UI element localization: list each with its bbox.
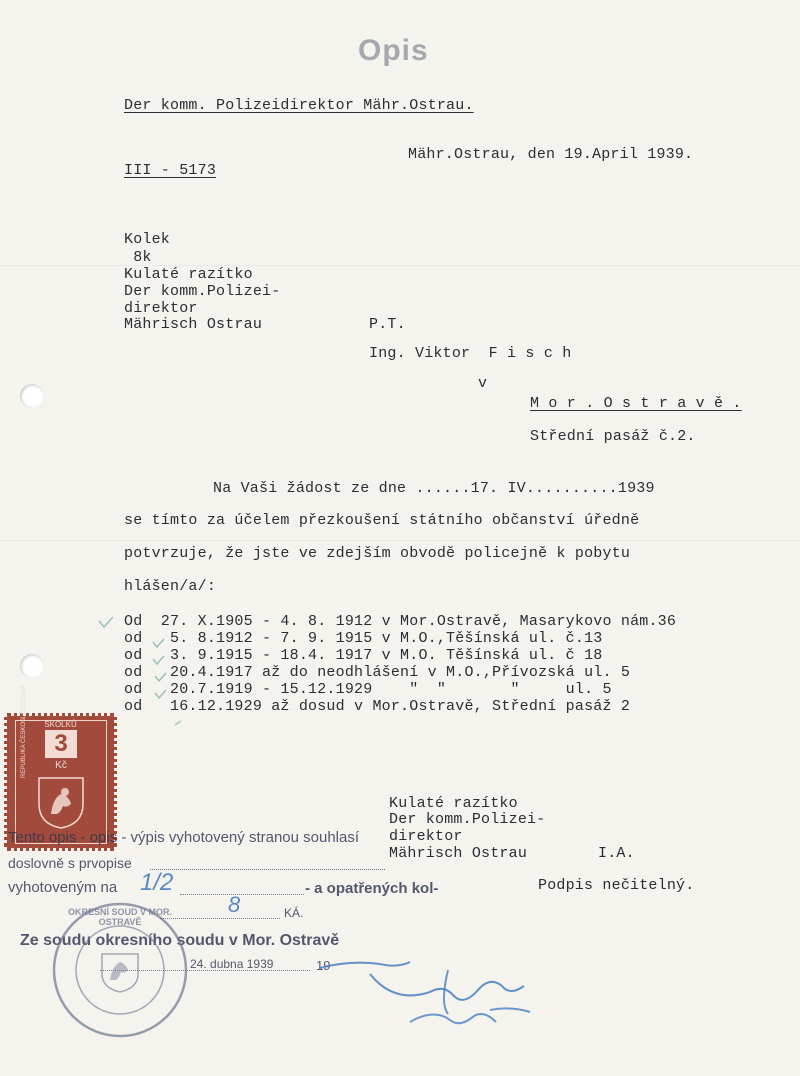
closing-line: Der komm.Polizei- [389, 811, 546, 828]
certification-year: 19 [316, 958, 331, 973]
seal-note-line: Der komm.Polizei- [124, 283, 281, 300]
residence-row: od 16.12.1929 až dosud v Mor.Ostravě, Střední pasáž 2 [124, 698, 631, 715]
recipient-name: Ing. Viktor F i s c h [369, 345, 572, 362]
certification-court: Ze soudu okresního soudu v Mor. Ostravě [20, 932, 340, 949]
revenue-stamp-side-text: REPUBLIKA ČESKOSLOVENSKÁ [21, 685, 27, 778]
round-seal-text: OKRESNÍ SOUD V MOR. OSTRAVĚ [67, 907, 172, 927]
body-line: Na Vaši žádost ze dne ......17. IV..........1939 [213, 480, 655, 497]
closing-line: Kulaté razítko [389, 795, 518, 812]
residence-row: od 5. 8.1912 - 7. 9. 1915 v M.O.,Těšínská ul. č.13 [124, 630, 603, 647]
certification-kc: KÁ. [284, 906, 304, 920]
revenue-stamp-currency: Kč [55, 760, 67, 771]
round-court-seal [50, 900, 190, 1040]
certification-line: vyhotoveným na [8, 879, 118, 896]
recipient-city: M o r . O s t r a v ě . [530, 395, 742, 412]
residence-row: od 3. 9.1915 - 18.4. 1917 v M.O. Těšínská ul. č 18 [124, 647, 603, 664]
opis-stamp: Opis [358, 34, 429, 67]
body-line: hlášen/a/: [124, 578, 217, 595]
recipient-v: v [478, 375, 488, 392]
ia-mark: I.A. [598, 845, 635, 862]
body-line: potvrzuje, že jste ve zdejším obvodě policejně k pobytu [124, 545, 631, 562]
recipient-pt: P.T. [369, 316, 406, 333]
handwritten-stamp-count: 8 [228, 892, 241, 917]
closing-line: Mährisch Ostrau [389, 845, 528, 862]
revenue-stamp-label: SKOLKŮ [44, 720, 77, 729]
certification-date-stamp: 24. dubna 1939 [190, 957, 274, 971]
certification-line: doslovně s prvopise [8, 855, 132, 871]
paper-fold [0, 265, 800, 266]
seal-note-line: direktor [124, 300, 198, 317]
handwritten-count: 1/2 [140, 869, 174, 896]
lion-emblem-icon [35, 774, 87, 830]
seal-note-line: Kolek [124, 231, 171, 248]
dotted-rule [150, 869, 385, 870]
signature-note: Podpis nečitelný. [538, 877, 695, 894]
place-date: Mähr.Ostrau, den 19.April 1939. [408, 146, 694, 163]
dotted-rule [180, 894, 304, 895]
seal-note-line: Kulaté razítko [124, 266, 253, 283]
closing-line: direktor [389, 828, 463, 845]
punch-hole [20, 654, 44, 678]
recipient-street: Střední pasáž č.2. [530, 428, 696, 445]
paper-fold [0, 540, 800, 541]
body-line: se tímto za účelem přezkoušení státního občanství úředně [124, 512, 640, 529]
seal-note-line: Mährisch Ostrau [124, 316, 263, 333]
punch-hole [20, 384, 44, 408]
reference-number: III - 5173 [124, 162, 217, 179]
authority-heading: Der komm. Polizeidirektor Mähr.Ostrau. [124, 97, 474, 114]
revenue-stamp-value: 3 [45, 730, 77, 758]
residence-row: od 20.7.1919 - 15.12.1929 " " " ul. 5 [124, 681, 612, 698]
seal-note-line: 8k [124, 249, 152, 266]
certification-line: - a opatřených kol- [305, 880, 439, 897]
residence-row: od 20.4.1917 až do neodhlášení v M.O.,Přívozská ul. 5 [124, 664, 631, 681]
residence-row: Od 27. X.1905 - 4. 8. 1912 v Mor.Ostravě, Masarykovo nám.36 [124, 613, 677, 630]
certification-line: Tento opis - opis - výpis vyhotovený stranou souhlasí [8, 829, 360, 846]
handwritten-signature [300, 940, 560, 1050]
